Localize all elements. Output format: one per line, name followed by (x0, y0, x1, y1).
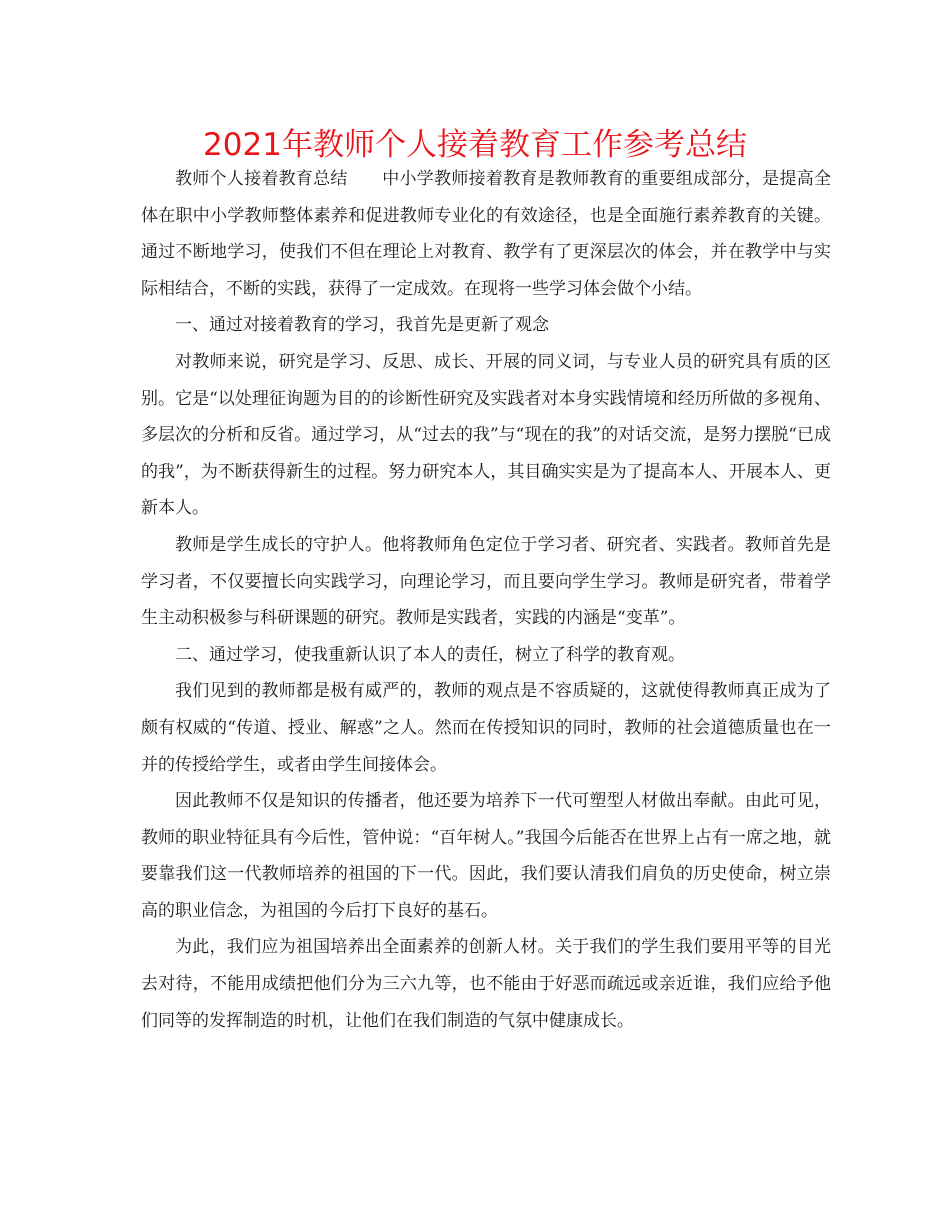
paragraph-mission: 因此教师不仅是知识的传播者，他还要为培养下一代可塑型人材做出奉献。由此可见，教师的职业特征具有今后性，管仲说：“百年树人。”我国今后能否在世界上占有一席之地，就要靠我们这一代教师培养的祖国的下一代。因此，我们要认清我们肩负的历史使命，树立崇高的职业信念，为祖国的今后打下良好的基石。 (141, 791, 831, 921)
paragraph-research: 对教师来说，研究是学习、反思、成长、开展的同义词，与专业人员的研究具有质的区别。它是“以处理征询题为目的的诊断性研究及实践者对本身实践情境和经历所做的多视角、多层次的分析和反省。通过学习，从“过去的我”与“现在的我”的对话交流，是努力摆脱“已成的我”，为不断获得新生的过程。努力研究本人，其目确实实是为了提高本人、开展本人、更新本人。 (141, 351, 831, 519)
paragraph-teacher-roles: 教师是学生成长的守护人。他将教师角色定位于学习者、研究者、实践者。教师首先是学习者，不仅要擅长向实践学习，向理论学习，而且要向学生学习。教师是研究者，带着学生主动积极参与科研课题的研究。教师是实践者，实践的内涵是“变革”。 (141, 534, 831, 629)
paragraph-authority: 我们见到的教师都是极有威严的，教师的观点是不容质疑的，这就使得教师真正成为了颇有权威的“传道、授业、解惑”之人。然而在传授知识的同时，教师的社会道德质量也在一并的传授给学生，或者由学生间接体会。 (141, 681, 831, 775)
section-heading-1: 一、通过对接着教育的学习，我首先是更新了观念 (175, 315, 549, 336)
paragraph-equality: 为此，我们应为祖国培养出全面素养的创新人材。关于我们的学生我们要用平等的目光去对待，不能用成绩把他们分为三六九等，也不能由于好恶而疏远或亲近谁，我们应给予他们同等的发挥制造的时机，让他们在我们制造的气氛中健康成长。 (141, 937, 831, 1031)
document-body (141, 161, 831, 1039)
paragraph-intro: 教师个人接着教育总结 中小学教师接着教育是教师教育的重要组成部分，是提高全体在职中小学教师整体素养和促进教师专业化的有效途径，也是全面施行素养教育的关键。通过不断地学习，使我们不但在理论上对教育、教学有了更深层次的体会，并在教学中与实际相结合，不断的实践，获得了一定成效。在现将一些学习体会做个小结。 (141, 169, 831, 299)
section-heading-2: 二、通过学习，使我重新认识了本人的责任，树立了科学的教育观。 (175, 644, 685, 665)
document-title: 2021年教师个人接着教育工作参考总结 (203, 127, 747, 163)
